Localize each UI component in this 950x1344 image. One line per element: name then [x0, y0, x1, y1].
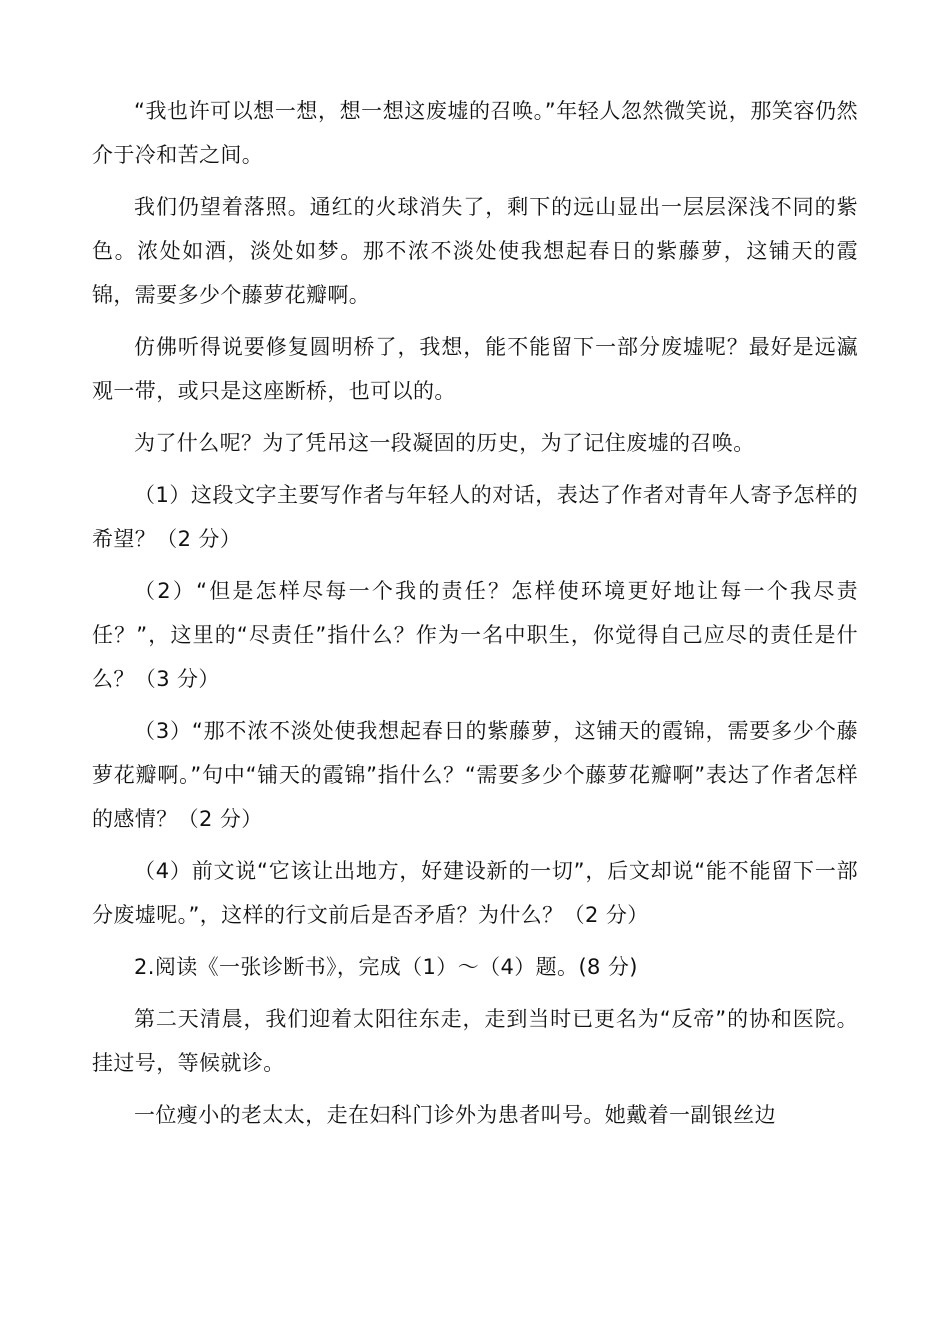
document-body: [92, 89, 858, 1137]
question-3: （3）“那不浓不淡处使我想起春日的紫藤萝，这铺天的霞锦，需要多少个藤萝花瓣啊。”句中“铺天的霞锦”指什么？“需要多少个藤萝花瓣啊”表达了作者怎样的感情？（2 分）: [92, 719, 858, 831]
paragraph-hospital: 第二天清晨，我们迎着太阳往东走，走到当时已更名为“反帝”的协和医院。挂过号，等候就诊。: [92, 1007, 858, 1075]
question-4: （4）前文说“它该让出地方，好建设新的一切”，后文却说“能不能留下一部分废墟呢。”，这样的行文前后是否矛盾？为什么？（2 分）: [92, 859, 858, 927]
paragraph-ruins: 仿佛听得说要修复圆明桥了，我想，能不能留下一部分废墟呢？最好是远瀛观一带，或只是这座断桥，也可以的。: [92, 335, 858, 403]
question-1: （1）这段文字主要写作者与年轻人的对话，表达了作者对青年人寄予怎样的希望？（2 分）: [92, 483, 858, 551]
paragraph-purpose: 为了什么呢？为了凭吊这一段凝固的历史，为了记住废墟的召唤。: [134, 431, 755, 455]
section-heading-2: 2.阅读《一张诊断书》，完成（1）～（4）题。(8 分): [134, 955, 638, 979]
question-2: （2）“但是怎样尽每一个我的责任？怎样使环境更好地让每一个我尽责任？”，这里的“尽责任”指什么？作为一名中职生，你觉得自己应尽的责任是什么？（3 分）: [92, 579, 858, 691]
paragraph-old-lady: 一位瘦小的老太太，走在妇科门诊外为患者叫号。她戴着一副银丝边: [134, 1103, 776, 1127]
paragraph-dialogue: “我也许可以想一想，想一想这废墟的召唤。”年轻人忽然微笑说，那笑容仍然介于冷和苦之间。: [92, 99, 858, 167]
paragraph-sunset: 我们仍望着落照。通红的火球消失了，剩下的远山显出一层层深浅不同的紫色。浓处如酒，淡处如梦。那不浓不淡处使我想起春日的紫藤萝，这铺天的霞锦，需要多少个藤萝花瓣啊。: [92, 195, 858, 307]
